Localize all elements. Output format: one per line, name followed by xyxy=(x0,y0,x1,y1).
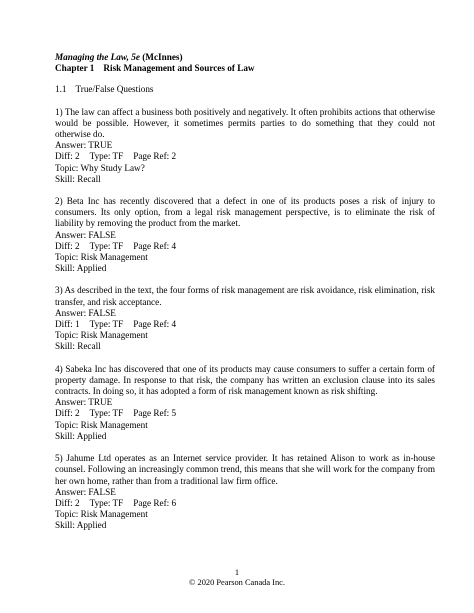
question-text: 3) As described in the text, the four forms of risk management are risk avoidance, risk elimination, risk transfer, and risk acceptance. xyxy=(55,285,435,307)
skill-line: Skill: Recall xyxy=(55,341,101,352)
topic-line: Topic: Risk Management xyxy=(55,419,148,430)
skill-line: Skill: Applied xyxy=(55,263,107,274)
diff-type-page-line xyxy=(55,151,435,162)
page-ref: Page Ref: 4 xyxy=(133,319,177,330)
difficulty: Diff: 1 xyxy=(55,319,80,330)
answer-line: Answer: TRUE xyxy=(55,397,113,408)
question-text: 5) Jahume Ltd operates as an Internet service provider. It has retained Alison to work as in-house counsel. Following an increasingly common trend, this means that she will work for the company from her own home, rather than from a traditional law firm office. xyxy=(55,453,435,486)
question-text: 2) Beta Inc has recently discovered that a defect in one of its products poses a risk of injury to consumers. Its only option, from a legal risk management perspective, is to eliminate the risk of liability by removing the product from the market. xyxy=(55,196,435,229)
answer-line: Answer: FALSE xyxy=(55,307,116,318)
page-ref: Page Ref: 6 xyxy=(133,497,177,508)
difficulty: Diff: 2 xyxy=(55,408,80,419)
difficulty: Diff: 2 xyxy=(55,497,80,508)
answer-line: Answer: TRUE xyxy=(55,140,113,151)
topic-line: Topic: Risk Management xyxy=(55,252,148,263)
skill-line: Skill: Recall xyxy=(55,173,101,184)
difficulty: Diff: 2 xyxy=(55,240,80,251)
page-ref: Page Ref: 5 xyxy=(133,408,177,419)
chapter-title: Risk Management and Sources of Law xyxy=(103,63,255,74)
question-block xyxy=(55,107,435,185)
topic-line: Topic: Risk Management xyxy=(55,509,148,520)
skill-line: Skill: Applied xyxy=(55,430,107,441)
diff-type-page-line xyxy=(55,241,435,252)
answer-line: Answer: FALSE xyxy=(55,486,116,497)
question-type: Type: TF xyxy=(89,408,124,419)
question-block xyxy=(55,196,435,274)
diff-type-page-line xyxy=(55,498,435,509)
question-type: Type: TF xyxy=(89,240,124,251)
chapter-number: Chapter 1 xyxy=(55,63,95,74)
question-type: Type: TF xyxy=(89,151,124,162)
page-number: 1 xyxy=(234,568,240,577)
answer-line: Answer: FALSE xyxy=(55,229,116,240)
copyright-notice: © 2020 Pearson Canada Inc. xyxy=(189,578,285,587)
question-type: Type: TF xyxy=(89,497,124,508)
question-block xyxy=(55,453,435,531)
section-heading xyxy=(55,84,435,95)
topic-line: Topic: Why Study Law? xyxy=(55,162,145,173)
diff-type-page-line xyxy=(55,319,435,330)
skill-line: Skill: Applied xyxy=(55,520,107,531)
section-title: True/False Questions xyxy=(75,84,154,95)
page-ref: Page Ref: 4 xyxy=(133,240,177,251)
chapter-heading xyxy=(55,63,435,74)
question-block xyxy=(55,364,435,442)
section-number: 1.1 xyxy=(55,84,67,95)
question-type: Type: TF xyxy=(89,319,124,330)
book-title-line xyxy=(55,52,435,63)
page-ref: Page Ref: 2 xyxy=(133,151,177,162)
question-text: 1) The law can affect a business both positively and negatively. It often prohibits actions that otherwise would be possible. However, it sometimes permits parties to do something that they could not otherwise do. xyxy=(55,106,435,140)
question-block xyxy=(55,285,435,352)
page-content xyxy=(55,52,435,532)
difficulty: Diff: 2 xyxy=(55,151,80,162)
topic-line: Topic: Risk Management xyxy=(55,330,148,341)
question-text: 4) Sabeka Inc has discovered that one of its products may cause consumers to suffer a certain form of property damage. In response to that risk, the company has written an exclusion clause into its sales contracts. In doing so, it has adopted a form of risk management known as risk shifting. xyxy=(55,363,435,397)
book-author: (McInnes) xyxy=(142,52,183,62)
diff-type-page-line xyxy=(55,408,435,419)
book-title: Managing the Law, 5e xyxy=(55,52,140,62)
